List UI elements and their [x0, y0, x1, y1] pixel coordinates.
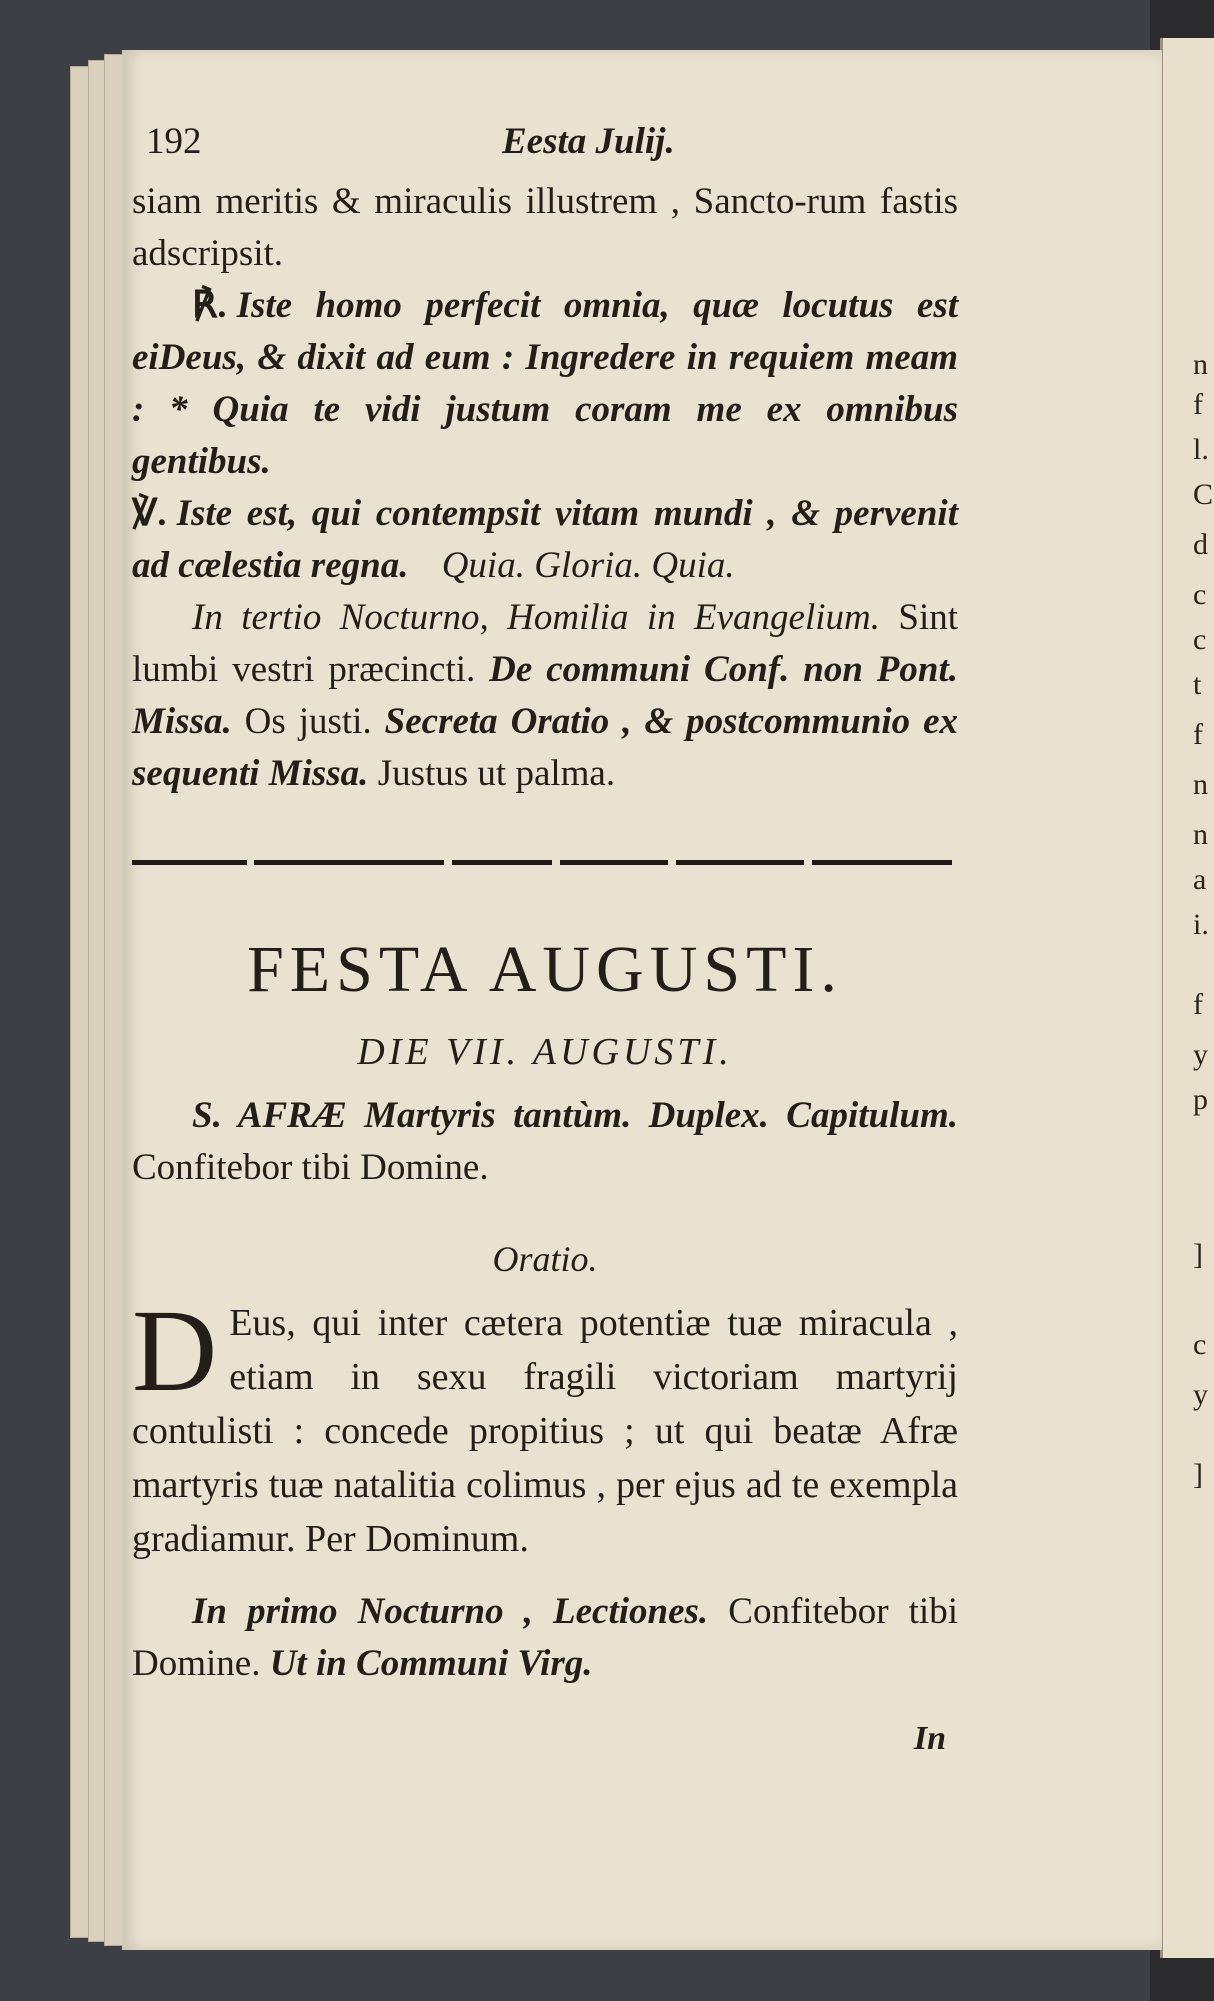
versicle-tail: Quia. Gloria. Quia. [441, 545, 735, 586]
drop-cap: D [132, 1285, 218, 1416]
third-nocturn-ref: De communi Conf. non Pont. Missa. [132, 649, 958, 742]
facing-page-fragment: f [1193, 988, 1203, 1021]
oratio-body [132, 1285, 958, 1566]
feast-rubric-italic: S. AFRÆ Martyris tantùm. Duplex. Capitulum. [192, 1095, 958, 1136]
facing-page-fragment: y [1193, 1378, 1208, 1411]
rule-segment [254, 860, 444, 865]
rule-segment [452, 860, 552, 865]
versicle-symbol: ℣. [132, 493, 167, 534]
facing-page-fragment: t [1193, 668, 1202, 701]
first-nocturn-text: Confitebor tibi Domine. [132, 1591, 958, 1684]
continuation-paragraph: siam meritis & miraculis illustrem , Sancto-rum fastis adscripsit. [132, 181, 958, 274]
catchword: In [913, 1720, 946, 1757]
facing-page-fragment: n [1193, 768, 1208, 801]
versicle-text: Iste est, qui contempsit vitam mundi , & pervenit ad cælestia regna. [132, 493, 958, 586]
facing-page-fragment: c [1193, 623, 1207, 656]
responsory-symbol: ℟. [192, 285, 227, 326]
third-nocturn-intro: In tertio Nocturno, Homilia in Evangelium. [192, 597, 880, 638]
oratio-text: Eus, qui inter cætera potentiæ tuæ miracula , etiam in sexu fragili victoriam martyrij contulisti : concede propitius ; ut qui beatæ Afræ martyris tuæ natalitia colimus , per ejus ad te exempla gradiamur. Per Dominum. [132, 1302, 958, 1560]
first-nocturn-intro: In primo Nocturno , Lectiones. [192, 1591, 709, 1632]
rule-segment [560, 860, 668, 865]
facing-page-fragment: c [1193, 578, 1207, 611]
feast-rubric [132, 1090, 958, 1194]
facing-page-fragment: l. [1193, 433, 1209, 466]
rule-segment [812, 860, 952, 865]
third-nocturn-text: Sint lumbi vestri præcincti. [132, 597, 959, 690]
facing-page-fragment: n [1193, 348, 1208, 381]
third-nocturn-secreta: Secreta Oratio , & postcommunio ex sequenti Missa. [132, 701, 959, 794]
facing-page-fragment: y [1193, 1038, 1208, 1071]
first-nocturn-ref: Ut in Communi Virg. [269, 1643, 593, 1684]
facing-page-fragment: c [1193, 1328, 1207, 1361]
oratio-title: Oratio. [492, 1239, 598, 1279]
facing-page-edge [1160, 38, 1214, 1958]
running-title: Eesta Julij. [502, 121, 675, 162]
section-title: FESTA AUGUSTI. [247, 933, 843, 1006]
first-nocturn-paragraph [132, 1586, 958, 1690]
facing-page-fragment: ] [1193, 1238, 1203, 1271]
page-number: 192 [146, 121, 202, 162]
responsory [132, 280, 958, 488]
third-nocturn-missa: Os justi. [244, 701, 372, 742]
running-head [132, 108, 958, 168]
versicle [132, 488, 958, 592]
third-nocturn-paragraph [132, 592, 958, 800]
facing-page-fragment: i. [1193, 908, 1209, 941]
responsory-text: Iste homo perfecit omnia, quæ locutus est eiDeus, & dixit ad eum : Ingredere in requiem meam : * Quia te vidi justum coram me ex omnibus gentibus. [132, 285, 958, 482]
feast-rubric-text: Confitebor tibi Domine. [132, 1147, 489, 1188]
facing-page-fragment: n [1193, 818, 1208, 851]
rule-segment [676, 860, 804, 865]
feast-date: DIE VII. AUGUSTI. [357, 1031, 733, 1073]
facing-page-fragment: f [1193, 388, 1203, 421]
page-content [132, 108, 958, 1758]
rule-segment [132, 860, 247, 865]
separator-rule [132, 860, 958, 874]
facing-page-fragment: a [1193, 863, 1207, 896]
facing-page-fragment: ] [1193, 1458, 1203, 1491]
facing-page-fragment: C [1193, 478, 1214, 511]
facing-page-fragment: d [1193, 528, 1208, 561]
facing-page-fragment: f [1193, 718, 1203, 751]
third-nocturn-end: Justus ut palma. [377, 753, 616, 794]
facing-page-fragment: p [1193, 1083, 1208, 1116]
